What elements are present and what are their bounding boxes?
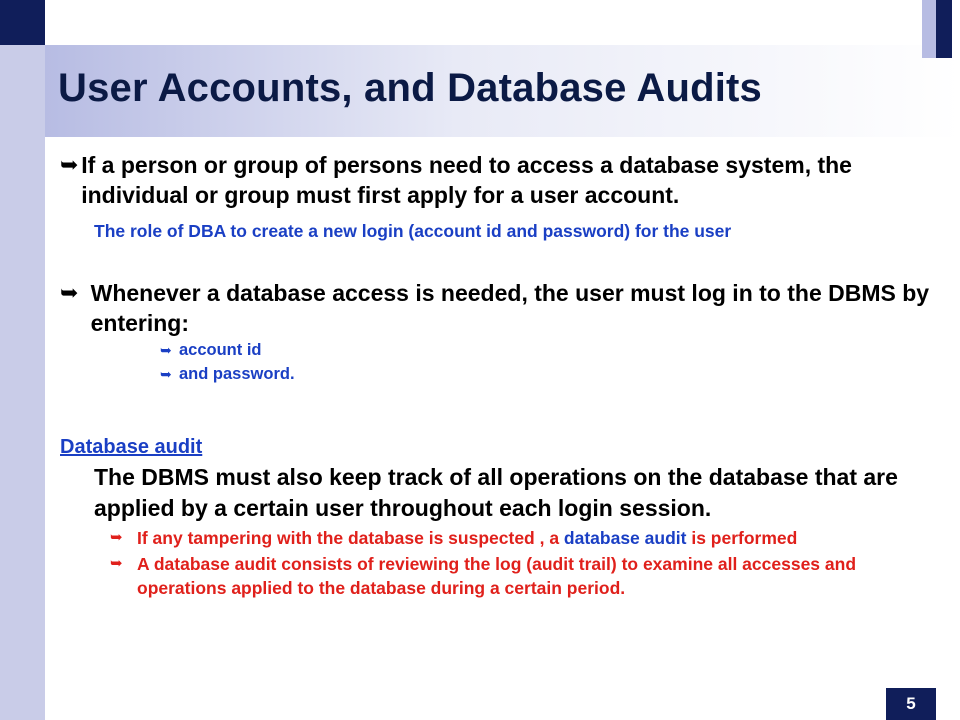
- audit-point-suffix: is performed: [686, 528, 798, 548]
- top-left-decor-block: [0, 0, 45, 45]
- slide-title: User Accounts, and Database Audits: [58, 66, 763, 110]
- arrow-right-icon: ➥: [60, 280, 79, 305]
- arrow-right-icon: ➥: [160, 342, 172, 358]
- left-decor-bar: [0, 0, 45, 720]
- login-item-label: and password.: [179, 365, 295, 383]
- arrow-right-icon: ➥: [110, 555, 123, 572]
- arrow-right-icon: ➥: [60, 152, 79, 177]
- database-audit-heading: Database audit: [60, 436, 203, 458]
- bullet-text: Whenever a database access is needed, the user must log in to the DBMS by entering:: [90, 280, 930, 336]
- arrow-right-icon: ➥: [110, 529, 123, 546]
- top-right-decor-block: [936, 0, 952, 58]
- login-item-label: account id: [179, 341, 262, 359]
- database-audit-section: [60, 432, 940, 600]
- dba-role-note: The role of DBA to create a new login (account id and password) for the user: [94, 221, 732, 241]
- login-item-account-id: [160, 338, 940, 362]
- database-audit-body: The DBMS must also keep track of all operations on the database that are applied by a certain user throughout each login session.: [94, 464, 898, 521]
- top-right-decor-accent: [922, 0, 936, 58]
- login-item-password: [160, 362, 940, 386]
- bullet-login: [60, 278, 940, 386]
- bullet-text: If a person or group of persons need to access a database system, the individual or group must first apply for a user account.: [81, 152, 852, 208]
- audit-point-highlight: database audit: [563, 528, 687, 548]
- bullet-user-account: [60, 150, 940, 242]
- audit-point-text: [137, 526, 797, 550]
- page-number: 5: [886, 688, 936, 720]
- audit-point-prefix: If any tampering with the database is suspected , a: [137, 528, 564, 548]
- audit-point-text: A database audit consists of reviewing the log (audit trail) to examine all accesses and operations applied to the database during a certain period.: [137, 554, 857, 598]
- audit-point-review-log: [110, 552, 940, 600]
- audit-point-tampering: [110, 526, 940, 550]
- arrow-right-icon: ➥: [160, 366, 172, 382]
